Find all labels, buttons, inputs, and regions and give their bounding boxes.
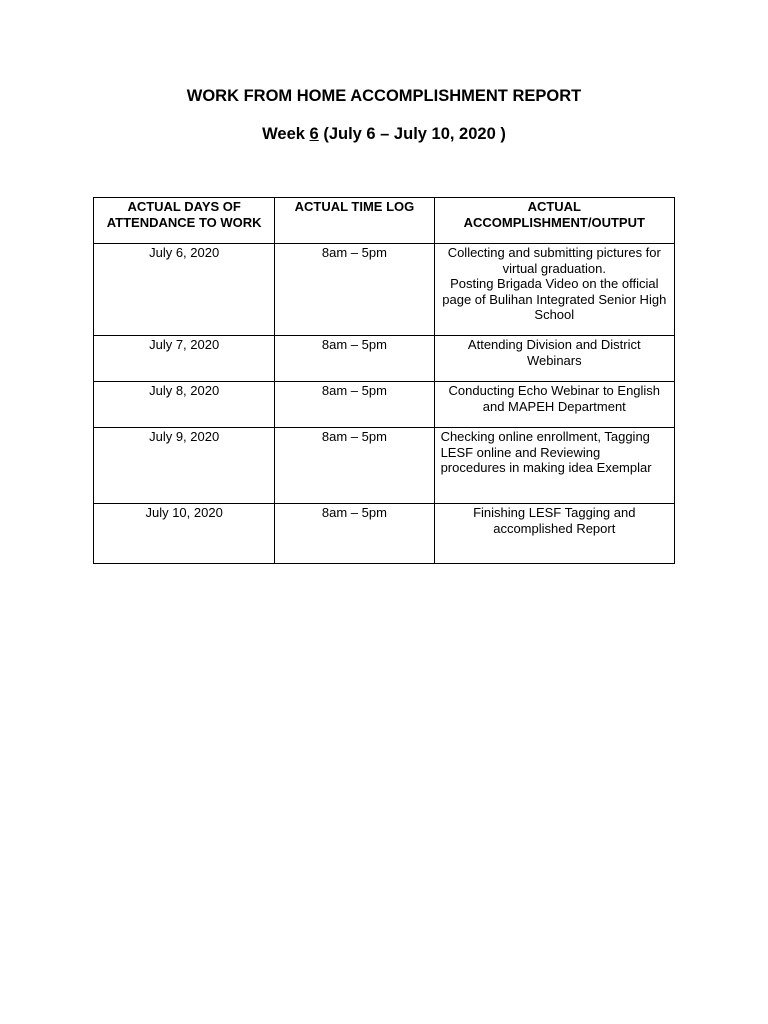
accomplishment-text: Collecting and submitting pictures for virtual graduation. [447, 245, 661, 276]
table-row [94, 504, 675, 564]
table-row [94, 428, 675, 504]
time-cell: 8am – 5pm [275, 336, 434, 382]
date-cell: July 6, 2020 [94, 244, 275, 336]
accomplishment-text: Finishing LESF Tagging and accomplished Report [473, 505, 636, 536]
accomplishment-table [93, 197, 675, 564]
subtitle-date-range: (July 6 – July 10, 2020 ) [318, 125, 506, 143]
accomplishment-cell [434, 244, 674, 336]
table-row [94, 244, 675, 336]
report-subtitle [0, 124, 768, 144]
time-cell: 8am – 5pm [275, 382, 434, 428]
time-cell: 8am – 5pm [275, 428, 434, 504]
table-row [94, 382, 675, 428]
date-cell: July 7, 2020 [94, 336, 275, 382]
date-cell: July 9, 2020 [94, 428, 275, 504]
week-number: 6 [309, 125, 319, 143]
accomplishment-cell [434, 336, 674, 382]
accomplishment-text: Conducting Echo Webinar to English and MAPEH Department [448, 383, 661, 414]
accomplishment-text: Attending Division and District Webinars [467, 337, 641, 368]
table-header-row [94, 198, 675, 244]
date-cell: July 10, 2020 [94, 504, 275, 564]
accomplishment-cell [434, 504, 674, 564]
date-cell: July 8, 2020 [94, 382, 275, 428]
header-days: ACTUAL DAYS OF ATTENDANCE TO WORK [94, 198, 275, 244]
accomplishment-cell [434, 428, 674, 504]
subtitle-prefix: Week [262, 125, 310, 143]
accomplishment-text: Checking online enrollment, Tagging LESF online and Reviewing procedures in making idea Exemplar [440, 429, 652, 475]
table-row [94, 336, 675, 382]
report-title: WORK FROM HOME ACCOMPLISHMENT REPORT [186, 87, 582, 105]
header-time-log: ACTUAL TIME LOG [275, 198, 434, 244]
accomplishment-text: Posting Brigada Video on the official page of Bulihan Integrated Senior High School [442, 276, 667, 322]
accomplishment-cell [434, 382, 674, 428]
time-cell: 8am – 5pm [275, 504, 434, 564]
header-accomplishment: ACTUAL ACCOMPLISHMENT/OUTPUT [434, 198, 674, 244]
time-cell: 8am – 5pm [275, 244, 434, 336]
